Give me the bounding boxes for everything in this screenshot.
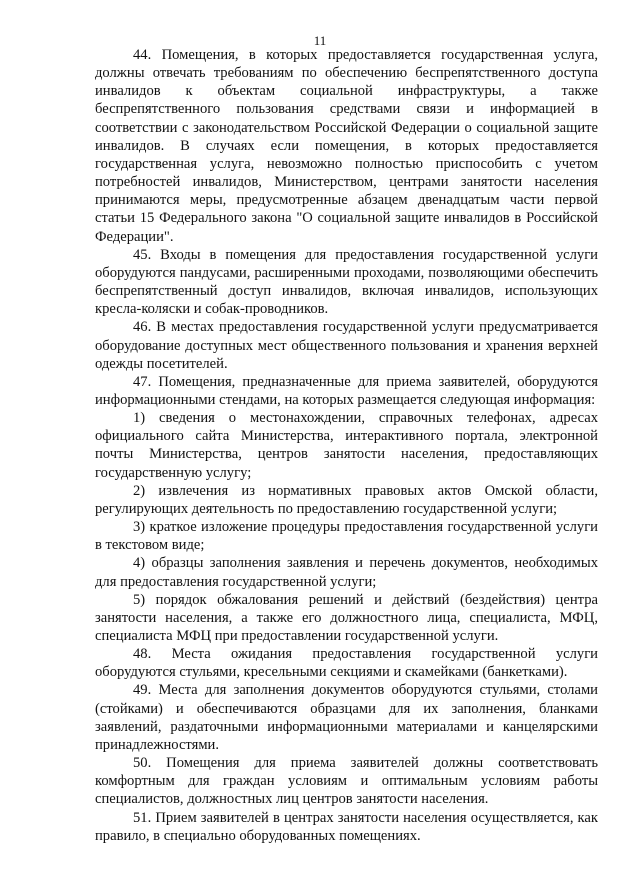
list-item-5: 5) порядок обжалования решений и действий (бездействия) центра занятости населения, а также его должностного лица, специалиста, МФЦ, специалиста МФЦ при предоставлении государственной услуги.	[95, 591, 598, 644]
list-item-2: 2) извлечения из нормативных правовых актов Омской области, регулирующих деятельность по предоставлению государственной услуги;	[95, 482, 598, 517]
list-item-3: 3) краткое изложение процедуры предоставления государственной услуги в текстовом виде;	[95, 519, 598, 554]
paragraph-49: 49. Места для заполнения документов оборудуются стульями, столами (стойками) и обеспечиваются образцами для их заполнения, бланками заявлений, раздаточными информационными материалами и канцелярскими принадлежностями.	[95, 682, 598, 753]
list-item-4: 4) образцы заполнения заявления и перечень документов, необходимых для предоставления государственной услуги;	[95, 555, 598, 590]
paragraph-47: 47. Помещения, предназначенные для приема заявителей, оборудуются информационными стендами, на которых размещается следующая информация:	[95, 373, 598, 408]
document-body	[95, 46, 598, 845]
paragraph-50: 50. Помещения для приема заявителей должны соответствовать комфортным для граждан условиям и оптимальным условиям работы специалистов, должностных лиц центров занятости населения.	[95, 755, 598, 808]
paragraph-46: 46. В местах предоставления государственной услуги предусматривается оборудование доступных мест общественного пользования и хранения верхней одежды посетителей.	[95, 319, 598, 372]
list-item-1: 1) сведения о местонахождении, справочных телефонах, адресах официального сайта Министерства, интерактивного портала, электронной почты Министерства, центров занятости населения, предоставляющих государственную услугу;	[95, 410, 598, 481]
paragraph-44: 44. Помещения, в которых предоставляется государственная услуга, должны отвечать требованиям по обеспечению беспрепятственного доступа инвалидов к объектам социальной инфраструктуры, а также беспрепятственного пользования средствами связи и информацией в соответствии с законодательством Российской Федерации о социальной защите инвалидов. В случаях если помещения, в которых предоставляется государственная услуга, невозможно полностью приспособить с учетом потребностей инвалидов, Министерством, центрами занятости населения принимаются меры, предусмотренные абзацем двенадцатым части первой статьи 15 Федерального закона "О социальной защите инвалидов в Российской Федерации".	[95, 47, 598, 245]
paragraph-45: 45. Входы в помещения для предоставления государственной услуги оборудуются пандусами, расширенными проходами, позволяющими обеспечить беспрепятственный доступ инвалидов, включая инвалидов, использующих кресла-коляски и собак-проводников.	[95, 246, 598, 318]
page-number: 11	[313, 33, 327, 48]
paragraph-48: 48. Места ожидания предоставления государственной услуги оборудуются стульями, кресельными секциями и скамейками (банкетками).	[95, 646, 598, 681]
paragraph-51: 51. Прием заявителей в центрах занятости населения осуществляется, как правило, в специально оборудованных помещениях.	[95, 809, 598, 844]
